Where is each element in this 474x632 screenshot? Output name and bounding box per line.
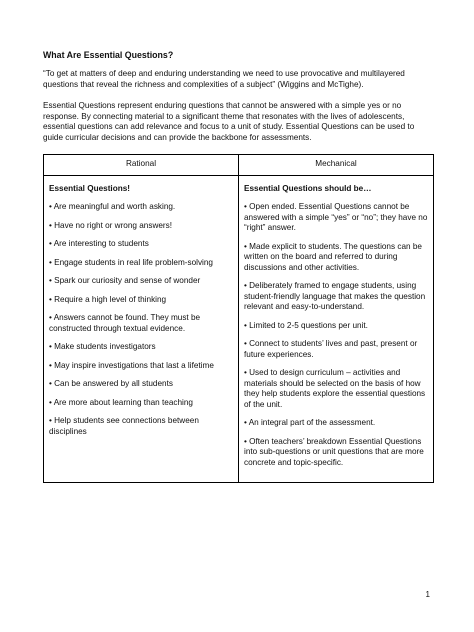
mechanical-item: • Limited to 2-5 questions per unit.	[244, 320, 368, 330]
comparison-table	[43, 154, 434, 483]
mechanical-title: Essential Questions should be…	[244, 183, 372, 193]
mechanical-item: • Used to design curriculum – activities and materials should be selected on the basis of how they help students explore the essential questions of the unit.	[244, 368, 426, 409]
rational-item: • Require a high level of thinking	[49, 294, 167, 304]
quote-paragraph: “To get at matters of deep and enduring understanding we need to use provocative and multilayered questions that reveal the richness and complexities of a subject” (Wiggins and McTighe).	[43, 69, 405, 89]
page-heading: What Are Essential Questions?	[43, 50, 174, 60]
rational-item: • Answers cannot be found. They must be constructed through textual evidence.	[49, 313, 201, 333]
mechanical-column	[239, 175, 434, 483]
rational-title: Essential Questions!	[49, 183, 130, 193]
rational-column	[44, 175, 239, 483]
rational-item: • Are interesting to students	[49, 239, 149, 248]
mechanical-item: • Often teachers’ breakdown Essential Questions into sub-questions or unit questions that are more concrete and topic-specific.	[244, 436, 424, 467]
mechanical-item: • Connect to students’ lives and past, present or future experiences.	[244, 339, 418, 359]
rational-item: • Spark our curiosity and sense of wonder	[49, 276, 201, 285]
rational-item: • Are meaningful and worth asking.	[49, 202, 176, 211]
rational-item: • Engage students in real life problem-solving	[49, 257, 213, 267]
rational-item: • Help students see connections between disciplines	[49, 416, 199, 436]
rational-item: • May inspire investigations that last a lifetime	[49, 360, 214, 370]
mechanical-item: • Open ended. Essential Questions cannot be answered with a simple “yes” or “no”; they have no “right” answer.	[244, 202, 428, 232]
intro-paragraph: Essential Questions represent enduring questions that cannot be answered with a simple yes or no response. By connecting material to a significant theme that resonates with the lives of adolescents, essential questions can add relevance and focus to a unit of study. Essential Questions can be used to guide curricular decisions and can provide the backbone for assessments.	[43, 101, 415, 142]
mechanical-item: • An integral part of the assessment.	[244, 418, 376, 427]
mechanical-item: • Made explicit to students. The questions can be written on the board and referred to during discussions and other activities.	[244, 241, 422, 272]
header-rational: Rational	[44, 155, 239, 176]
rational-item: • Can be answered by all students	[49, 379, 173, 388]
header-mechanical: Mechanical	[239, 155, 434, 176]
mechanical-item: • Deliberately framed to engage students, using student-friendly language that makes the question relevant and easy-to-understand.	[244, 281, 426, 311]
rational-item: • Have no right or wrong answers!	[49, 220, 173, 230]
rational-item: • Make students investigators	[49, 342, 156, 351]
rational-item: • Are more about learning than teaching	[49, 397, 193, 407]
page-number: 1	[425, 589, 430, 599]
